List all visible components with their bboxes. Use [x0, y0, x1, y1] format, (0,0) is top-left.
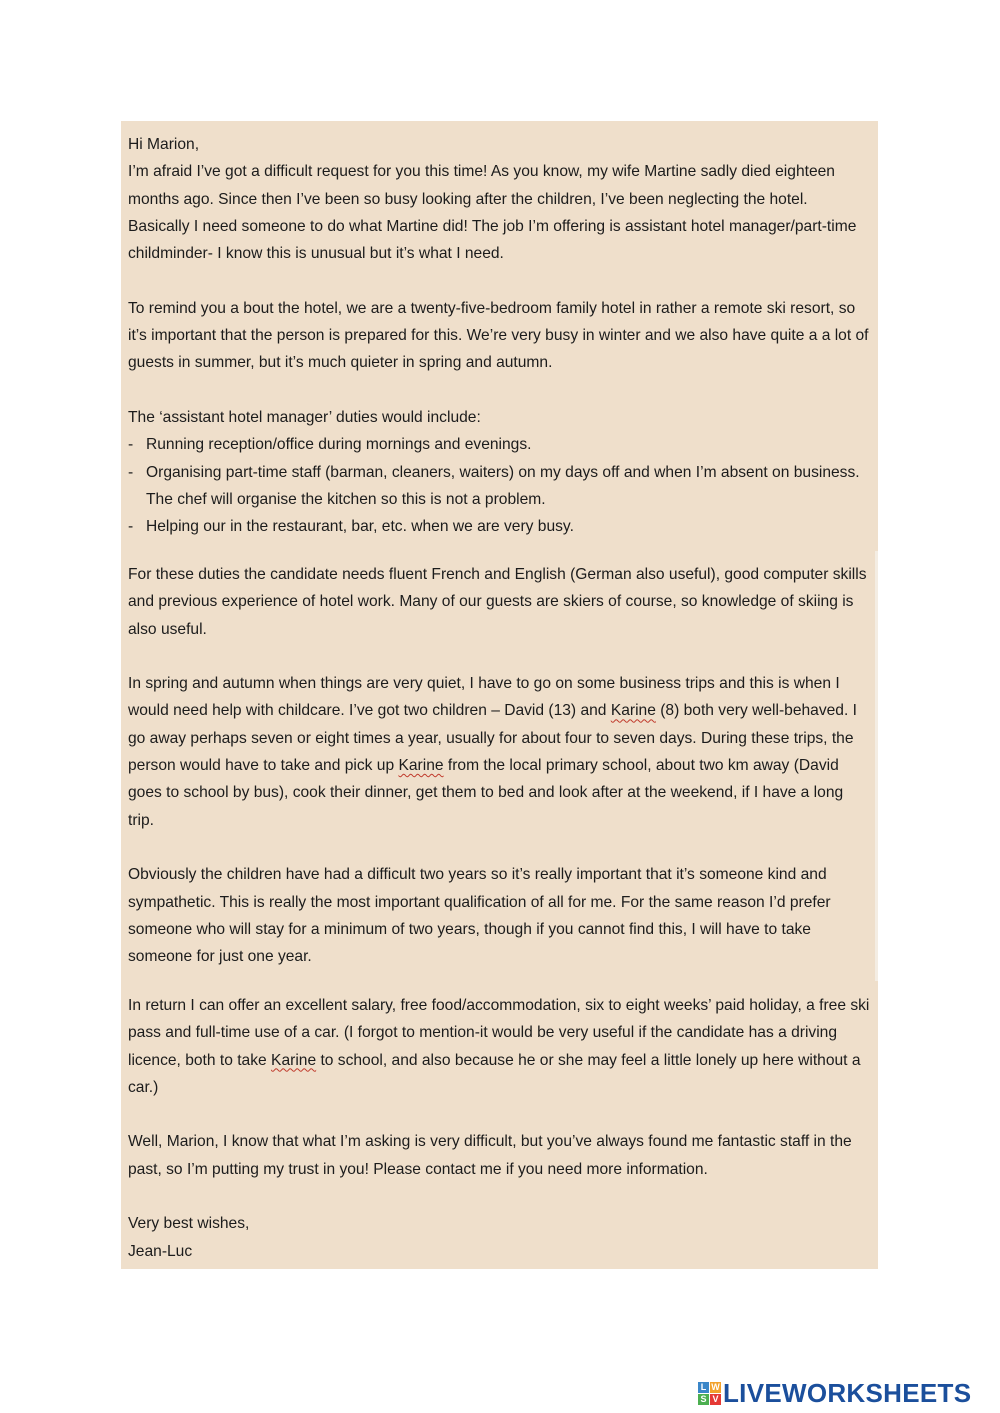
duties-list — [128, 431, 872, 540]
offer-text-1: In return I can offer an excellent salary, free food/accommodation, six to eight weeks’ paid holiday, a free ski pass and full-time use of a car. (I forgot to mention-it would be very useful if the candidate has a driving licence, both to take — [128, 997, 870, 1069]
offer-paragraph — [128, 992, 872, 1101]
logo-letter: L — [698, 1382, 709, 1393]
letter-section-1 — [121, 121, 878, 549]
spellcheck-word: Karine — [398, 757, 444, 775]
liveworksheets-logo-icon — [698, 1382, 721, 1405]
logo-letter: W — [711, 1381, 720, 1392]
duty-item: - Helping our in the restaurant, bar, etc. when we are very busy. — [128, 513, 872, 540]
offer-text-2: to school, and also because he or she may feel a little lonely up here without a car.) — [128, 1051, 861, 1096]
spellcheck-word: Karine — [271, 1051, 317, 1069]
logo-letter: V — [710, 1394, 721, 1405]
duty-item: - Organising part-time staff (barman, cleaners, waiters) on my days off and when I’m absent on business. The chef will organise the kitchen so this is not a problem. — [128, 459, 872, 514]
childcare-text-1: In spring and autumn when things are very quiet, I have to go on some business trips and this is when I would need help with childcare. I’ve got two children – David (13) and — [128, 675, 840, 720]
signature: Jean-Luc — [128, 1242, 193, 1260]
letter-page — [121, 121, 878, 1269]
childcare-text-2: (8) both very well-behaved. I go away perhaps seven or eight times a year, usually for about four to seven days. During these trips, the person would have to take and pick up — [128, 702, 857, 775]
logo-letter: S — [698, 1394, 709, 1405]
qualities-paragraph: Obviously the children have had a difficult two years so it’s really important that it’s someone kind and sympathetic. This is really the most important qualification of all for me. For the same reason I’d prefer someone who will stay for a minimum of two years, though if you cannot find this, I will have to take someone for just one year. — [128, 866, 831, 966]
closing-paragraph: Well, Marion, I know that what I’m asking is very difficult, but you’ve always found me fantastic staff in the past, so I’m putting my trust in you! Please contact me if you need more information. — [128, 1133, 852, 1178]
brand-name: LIVEWORKSHEETS — [723, 1377, 972, 1408]
hotel-paragraph: To remind you a bout the hotel, we are a twenty-five-bedroom family hotel in rather a remote ski resort, so it’s important that the person is prepared for this. We’re very busy in winter and we also have quite a a lot of guests in summer, but it’s much quieter in spring and autumn. — [128, 299, 869, 372]
liveworksheets-logo — [698, 1376, 971, 1410]
childcare-paragraph — [128, 670, 869, 834]
greeting: Hi Marion, — [128, 136, 200, 153]
intro-paragraph: I’m afraid I’ve got a difficult request for you this time! As you know, my wife Martine sadly died eighteen months ago. Since then I’ve been so busy looking after the children, I’ve been neglecting the hotel. Basically I need someone to do what Martine did! The job I’m offering is assistant hotel manager/part-time childminder- I know this is unusual but it’s what I need. — [128, 163, 857, 263]
childcare-text-3: from the local primary school, about two km away (David goes to school by bus), cook their dinner, get them to bed and look after at the weekend, if I have a long trip. — [128, 757, 844, 829]
spellcheck-word: Karine — [610, 702, 656, 720]
letter-section-3 — [121, 983, 878, 1269]
duty-item: - Running reception/office during mornings and evenings. — [128, 431, 872, 458]
letter-section-2 — [121, 551, 878, 981]
requirements-paragraph: For these duties the candidate needs fluent French and English (German also useful), good computer skills and previous experience of hotel work. Many of our guests are skiers of course, so knowledge of skiing is also useful. — [128, 566, 867, 638]
duties-heading: The ‘assistant hotel manager’ duties would include: — [128, 408, 481, 426]
signoff: Very best wishes, — [128, 1215, 250, 1233]
